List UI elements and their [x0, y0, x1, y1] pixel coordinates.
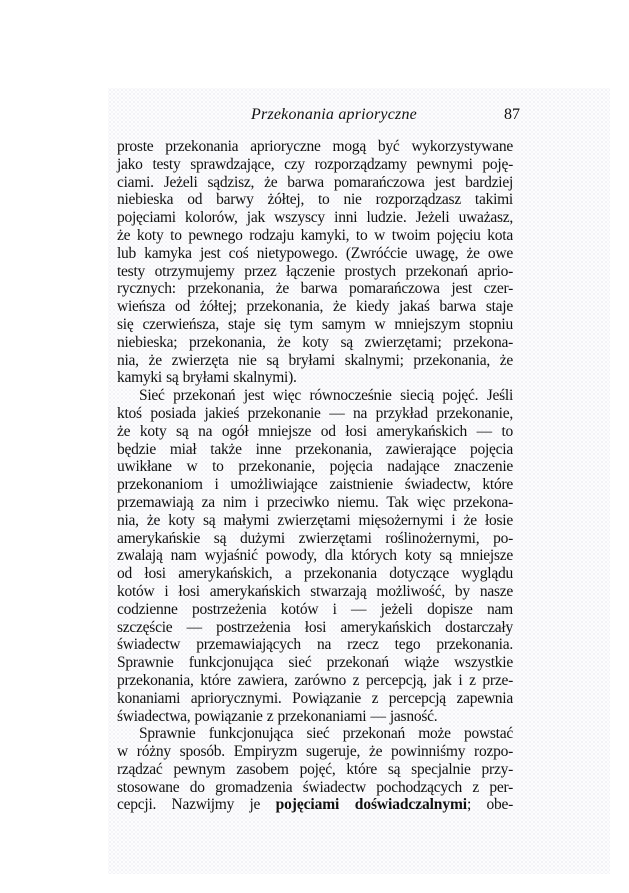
- text-line: świadectwa, powiązanie z przekonaniami — jasność.: [117, 707, 438, 725]
- text-line: zwalają nam wyjaśnić powody, dla których koty są mniejsze: [117, 547, 513, 565]
- text-line: uwikłane w to przekonanie, pojęcia nadające znaczenie: [117, 458, 513, 476]
- paragraph: [117, 387, 513, 725]
- text-line: amerykańskie są dużymi zwierzętami roślinożernymi, po-: [117, 529, 513, 547]
- paragraph: [117, 725, 513, 814]
- text-line: konaniami apriorycznymi. Powiązanie z percepcją zapewnia: [117, 689, 513, 707]
- text-line: się czerwieńsza, staje się tym samym w mniejszym stopniu: [117, 315, 513, 333]
- text-line: od łosi amerykańskich, a przekonania dotyczące wyglądu: [117, 565, 513, 583]
- text-line: szczęście — postrzeżenia łosi amerykańskich dostarczały: [117, 618, 513, 636]
- text-line: że koty są na ogół mniejsze od łosi amerykańskich — to: [117, 422, 513, 440]
- text-line: niebieska od barwy żółtej, to nie rozporządzasz takimi: [117, 191, 513, 209]
- text-line: ciami. Jeżeli sądzisz, że barwa pomarańczowa jest bardziej: [117, 173, 513, 191]
- body-text: [117, 138, 513, 814]
- paragraph: [117, 138, 513, 387]
- text-line: lub kamyka jest coś nietypowego. (Zwróćcie uwagę, że owe: [117, 244, 513, 262]
- text-line: Sprawnie funkcjonująca sieć przekonań wiąże wszystkie: [117, 654, 513, 672]
- text-line: przekonaniom i umożliwiające zaistnienie świadectw, które: [117, 476, 513, 494]
- text-line: przemawiają za nim i przeciwko niemu. Tak więc przekona-: [117, 493, 513, 511]
- text-line: wieńsza od żółtej; przekonania, że kiedy jakaś barwa staje: [117, 298, 513, 316]
- text-line: będzie miał także inne przekonania, zawierające pojęcia: [117, 440, 513, 458]
- text-line: Sprawnie funkcjonująca sieć przekonań może powstać: [139, 725, 513, 743]
- text-line: przekonania, które zawiera, zarówno z percepcją, jak i z prze-: [117, 671, 513, 689]
- text-line: świadectw przemawiających na rzecz tego przekonania.: [117, 636, 513, 654]
- running-header: [117, 106, 520, 128]
- text-line: proste przekonania aprioryczne mogą być wykorzystywane: [117, 138, 513, 155]
- text-line: rycznych: przekonania, że barwa pomarańczowa jest czer-: [117, 280, 513, 298]
- text-line: Sieć przekonań jest więc równocześnie siecią pojęć. Jeśli: [139, 387, 513, 405]
- text-line: testy otrzymujemy przez łączenie prostych przekonań aprio-: [117, 262, 513, 280]
- bold-term: pojęciami doświadczalnymi: [275, 796, 467, 814]
- text-line: rządzać pewnym zasobem pojęć, które są specjalnie przy-: [117, 760, 513, 778]
- text-line: stosowane do gromadzenia świadectw pochodzących z per-: [117, 778, 513, 796]
- text-line: w różny sposób. Empiryzm sugeruje, że powinniśmy rozpo-: [117, 743, 513, 761]
- text-line: kamyki są bryłami skalnymi).: [117, 369, 297, 387]
- text-line: niebieska; przekonania, że koty są zwierzętami; przekona-: [117, 333, 513, 351]
- text-line: że koty to pewnego rodzaju kamyki, to w twoim pojęciu kota: [117, 226, 513, 244]
- text-line: cepcji. Nazwijmy je pojęciami doświadczalnymi; obe-: [117, 796, 513, 814]
- text-line: nia, że koty są małymi zwierzętami mięsożernymi i że łosie: [117, 511, 513, 529]
- text-line: ktoś posiada jakieś przekonanie — na przykład przekonanie,: [117, 404, 513, 422]
- text-line: pojęciami kolorów, jak wszyscy inni ludzie. Jeżeli uważasz,: [117, 209, 513, 227]
- page-number: 87: [504, 106, 520, 123]
- running-header-title: Przekonania aprioryczne: [251, 106, 417, 123]
- text-line: nia, że zwierzęta nie są bryłami skalnymi; przekonania, że: [117, 351, 513, 369]
- text-line: jako testy sprawdzające, czy rozporządzamy pewnymi poję-: [117, 155, 513, 173]
- text-line: codzienne postrzeżenia kotów i — jeżeli dopisze nam: [117, 600, 513, 618]
- text-line: kotów i łosi amerykańskich stwarzają możliwość, by nasze: [117, 582, 513, 600]
